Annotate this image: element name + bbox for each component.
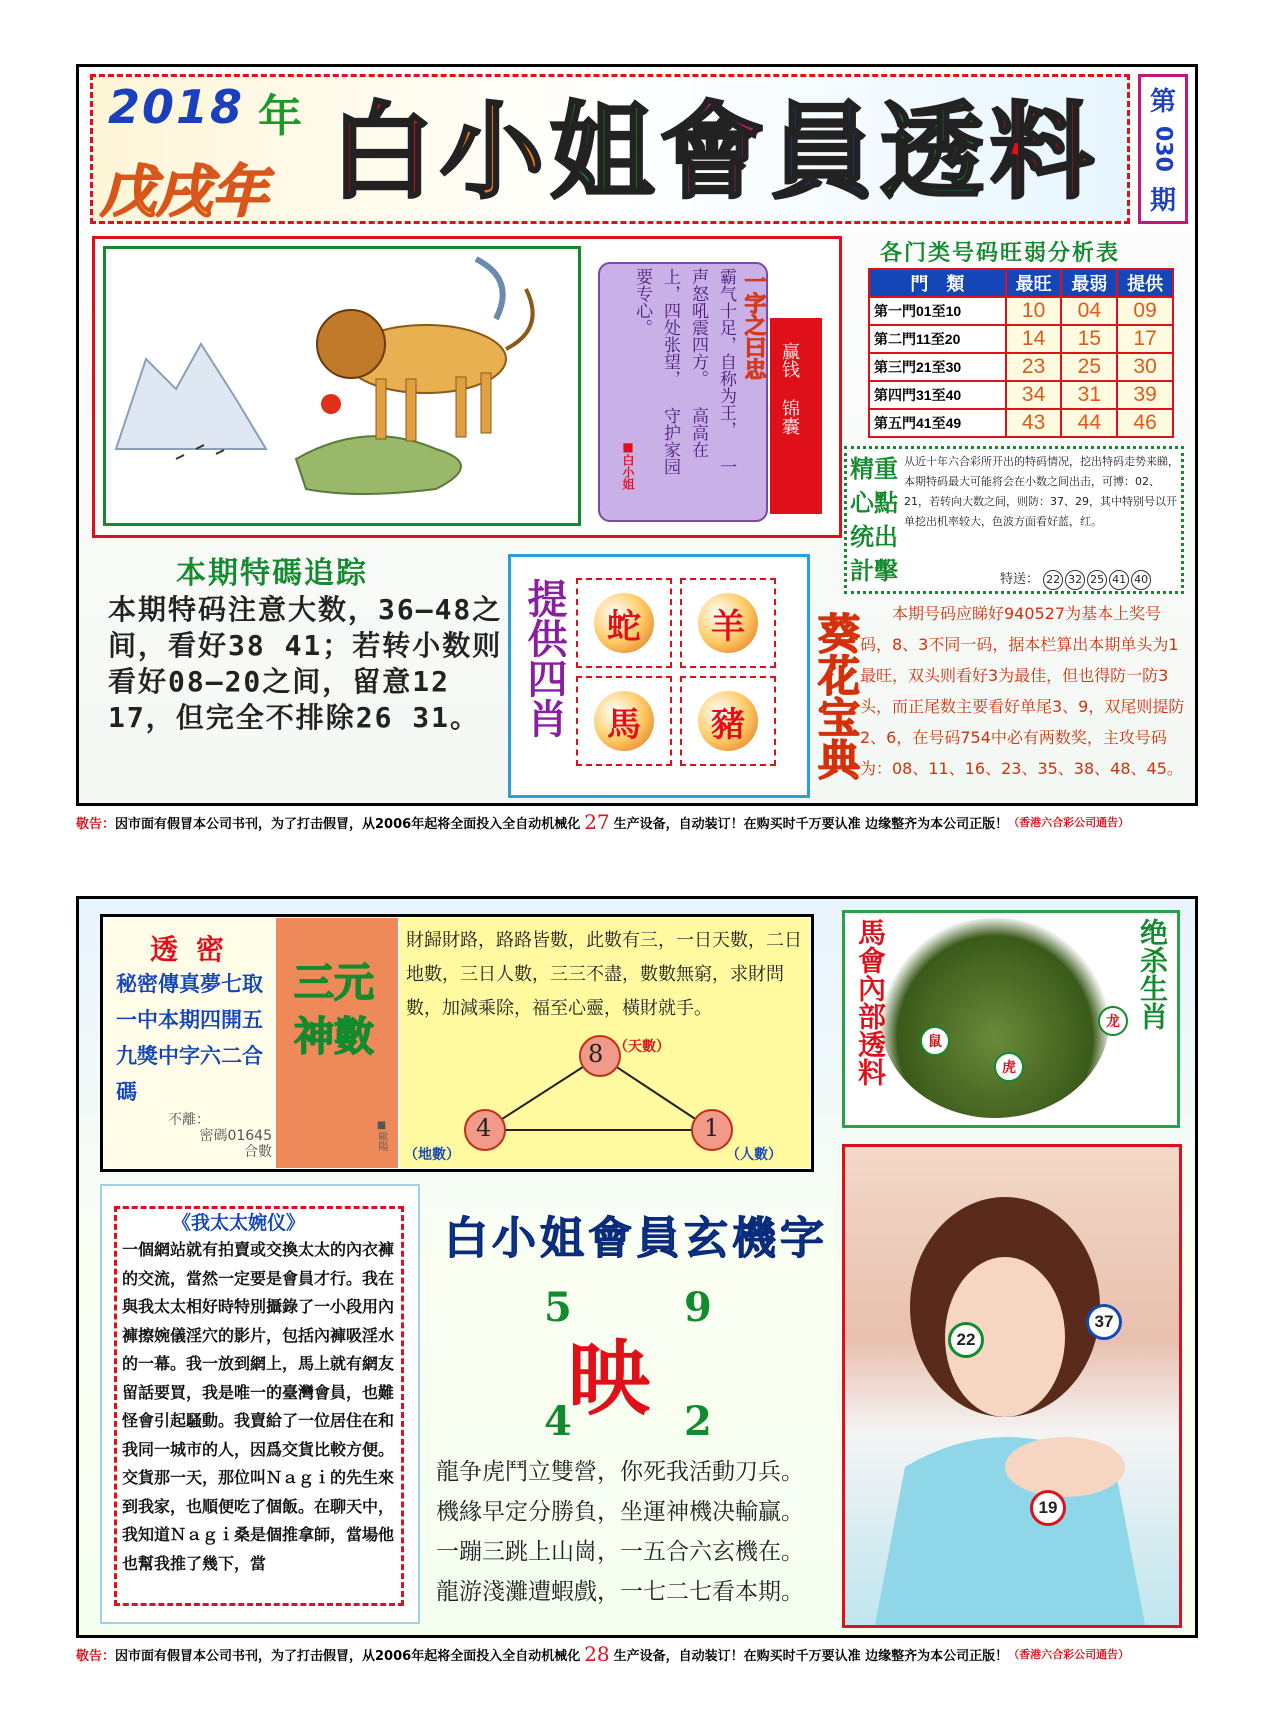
table-row (869, 325, 1173, 353)
odds-header: 最旺 (1006, 269, 1062, 297)
di-number: 4 (476, 1114, 492, 1142)
horse-race-photo (880, 918, 1110, 1118)
zodiac-pig (680, 676, 776, 766)
xuanji-title: 白小姐會員玄機字 (444, 1213, 828, 1264)
special-label: 特送： (1000, 572, 1040, 587)
ren-number: 1 (704, 1114, 720, 1142)
notice-bottom (76, 1642, 1198, 1666)
table-row (869, 297, 1173, 325)
analysis-side-title: 精重 心點 统出 計擊 (850, 455, 898, 585)
tracking-text: 本期特码注意大数，36—48之间，看好38 41；若转小数则看好08—20之间，留意12 17，但完全不排除26 31。 (108, 593, 503, 734)
jinnang-line: 锦囊 (779, 399, 800, 435)
title-char: 料 (990, 91, 1095, 213)
horse-right-title: 绝杀生肖 (1136, 918, 1169, 1030)
xuanji-number: 5 (544, 1284, 572, 1331)
zodiac-grid (576, 578, 776, 766)
scroll-title: 一字之曰忠 (741, 270, 766, 380)
title-char: 會 (660, 91, 765, 213)
baodian-title: 葵花宝典 (812, 612, 861, 780)
poem-line: 一蹦三跳上山崗，一五合六玄機在。 (436, 1539, 804, 1565)
table-row (869, 409, 1173, 437)
zodiac-label: 羊 (698, 593, 758, 653)
odds-cell-door: 第二門11至20 (869, 325, 1006, 353)
issue-value: 030 (1150, 126, 1176, 172)
notice-label: 敬告： (76, 816, 116, 832)
notice-text: 生产设备，自动装订！在购买时千万要认准 边缘整齐为本公司正版！ (613, 1648, 1009, 1664)
xuanji-poem (436, 1452, 836, 1612)
issue-suffix: 期 (1149, 185, 1176, 216)
title-char: 透 (880, 91, 985, 213)
page-number: 27 (584, 810, 610, 834)
ren-label: （人數） (726, 1147, 782, 1163)
odds-cell-best: 14 (1006, 325, 1062, 353)
baodian-text: 本期号码应睇好940527为基本上奖号码，8、3不同一码，据本栏算出本期单头为1最旺，双头则看好3为最佳，但也得防一防3头，而正尾数主要看好单尾3、9，双尾则提防2、6，在号码754中必有两数奖，主攻号码为：08、11、16、23、35、38、48、45。 (860, 604, 1185, 778)
toumi-text: 秘密傳真夢七取一中本期四開五九獎中字六二合碼 (116, 971, 263, 1104)
title-char: 員 (770, 91, 875, 213)
xuanji-number: 4 (544, 1398, 572, 1445)
odds-header: 門 類 (869, 269, 1006, 297)
odds-cell-provide: 17 (1117, 325, 1173, 353)
odds-cell-best: 10 (1006, 297, 1062, 325)
scroll-poem (628, 268, 740, 488)
table-row (869, 353, 1173, 381)
notice-text: 生产设备，自动装订！在购买时千万要认准 边缘整齐为本公司正版！ (613, 816, 1009, 832)
tian-label: （天數） (614, 1039, 670, 1055)
issue-prefix: 第 (1149, 87, 1176, 117)
odds-cell-best: 43 (1006, 409, 1062, 437)
odds-header: 最弱 (1061, 269, 1117, 297)
header-year-char: 年 (258, 91, 302, 142)
notice-source: （香港六合彩公司通告） (1008, 816, 1130, 829)
number-ball: 37 (1086, 1304, 1122, 1340)
odds-cell-worst: 31 (1061, 381, 1117, 409)
odds-cell-worst: 25 (1061, 353, 1117, 381)
poem-line: 龍争虎鬥立雙營，你死我活動刀兵。 (436, 1459, 804, 1485)
zodiac-snake (576, 578, 672, 668)
girl-photo (842, 1144, 1182, 1628)
odds-cell-worst: 15 (1061, 325, 1117, 353)
four-zodiac-title: 提供四肖 (521, 578, 567, 738)
toumi-title: 透密 (150, 933, 243, 966)
di-label: （地數） (404, 1147, 460, 1163)
title-char: 小 (440, 91, 545, 213)
xuanji-number: 9 (684, 1284, 712, 1331)
lion-illustration (103, 246, 581, 526)
special-ball: 40 (1131, 570, 1151, 590)
odds-cell-provide: 30 (1117, 353, 1173, 381)
poem-line: 龍游淺灘遭蝦戲，一七二七看本期。 (436, 1579, 804, 1605)
issue-number (1138, 74, 1188, 224)
special-ball: 41 (1109, 570, 1129, 590)
bulei-line: 合數 (244, 1144, 272, 1160)
odds-table-title: 各门类号码旺弱分析表 (880, 241, 1121, 266)
sanyuan-sign: ■歐陽 (376, 1120, 387, 1151)
girl-illustration (845, 1147, 1179, 1625)
odds-cell-door: 第四門31至40 (869, 381, 1006, 409)
special-ball: 32 (1065, 570, 1085, 590)
title-char: 姐 (550, 91, 655, 213)
zodiac-ball: 虎 (994, 1052, 1024, 1082)
number-ball: 22 (948, 1322, 984, 1358)
odds-cell-door: 第三門21至30 (869, 353, 1006, 381)
lion-icon (106, 249, 578, 523)
story-text: 一個網站就有拍賣或交換太太的內衣褲的交流，當然一定要是會員才行。我在與我太太相好時特別攝錄了一小段用內褲擦婉儀淫穴的影片，包括內褲吸淫水的一幕。我一放到網上，馬上就有網友留話要買，我是唯一的臺灣會員，也難怪會引起騷動。我賣給了一位居住在和我同一城市的人，因爲交貨比較方便。交貨那一天，那位叫Ｎａｇｉ的先生來到我家，也順便吃了個飯。在聊天中，我知道Ｎａｇｉ桑是個推拿師，當場他也幫我推了幾下，當 (122, 1240, 395, 1573)
notice-label: 敬告： (76, 1648, 116, 1664)
tian-number: 8 (588, 1040, 604, 1068)
shenshu-text: 財歸財路，路路皆數，此數有三，一日天數，二日地數，三日人數，三三不盡，數數無窮，求財問數，加減乘除，福至心靈，橫財就手。 (406, 930, 802, 1019)
toumi-bulei (168, 1112, 272, 1160)
zodiac-horse (576, 676, 672, 766)
zodiac-goat (680, 578, 776, 668)
odds-table (868, 268, 1174, 438)
analysis-special (1000, 568, 1153, 590)
header-year: 2018 (108, 80, 245, 134)
notice-source: （香港六合彩公司通告） (1008, 1648, 1130, 1661)
odds-cell-door: 第五門41至49 (869, 409, 1006, 437)
zodiac-label: 馬 (594, 691, 654, 751)
jinnang-line: 赢钱 (779, 342, 800, 378)
analysis-text: 从近十年六合彩所开出的特码情况，挖出特码走势来睇，本期特码最大可能将会在小数之间出击，可博：02、21，若转向大数之间，则防：37、29，其中特别号以开单挖出机率较大，色波方面看好蓝，红。 (904, 455, 1179, 528)
odds-cell-provide: 09 (1117, 297, 1173, 325)
notice-text: 因市面有假冒本公司书刊，为了打击假冒，从2006年起将全面投入全自动机械化 (115, 1648, 581, 1664)
odds-cell-door: 第一門01至10 (869, 297, 1006, 325)
scroll-poem-line: 霸气十足，自称为王， (716, 268, 736, 438)
story-title: 《我太太婉仪》 (172, 1212, 306, 1234)
bulei-line: 密碼01645 (199, 1128, 272, 1144)
odds-cell-provide: 46 (1117, 409, 1173, 437)
odds-cell-provide: 39 (1117, 381, 1173, 409)
odds-cell-best: 23 (1006, 353, 1062, 381)
notice-text: 因市面有假冒本公司书刊，为了打击假冒，从2006年起将全面投入全自动机械化 (115, 816, 581, 832)
scroll-poem-line: 一声怒吼震四方。 (688, 268, 736, 475)
zodiac-label: 豬 (698, 691, 758, 751)
zodiac-ball: 鼠 (920, 1026, 950, 1056)
zodiac-label: 蛇 (594, 593, 654, 653)
poem-line: 機緣早定分勝負，坐運神機决輸贏。 (436, 1499, 804, 1525)
scroll-poem-line: 高高在上，四处张望， (660, 268, 708, 458)
number-ball: 19 (1030, 1490, 1066, 1526)
odds-cell-worst: 44 (1061, 409, 1117, 437)
page-title (330, 92, 1094, 212)
page-number: 28 (584, 1642, 610, 1666)
tracking-title: 本期特碼追踪 (176, 556, 368, 591)
scroll-poem-line: 守护家园要专心。 (632, 268, 680, 475)
horse-left-title: 馬會內部透料 (854, 918, 887, 1086)
odds-header: 提供 (1117, 269, 1173, 297)
special-ball: 25 (1087, 570, 1107, 590)
sanyuan-title: 三元 神數 (294, 960, 374, 1060)
table-row (869, 381, 1173, 409)
xuanji-number: 2 (684, 1398, 712, 1445)
xuanji-char: 映 (568, 1331, 651, 1427)
zodiac-ball: 龙 (1098, 1006, 1128, 1036)
header-ganzhi: 戊戌年 (100, 160, 268, 225)
notice-top (76, 810, 1198, 834)
jinnang-label (775, 342, 803, 435)
bulei-line: 不離： (168, 1112, 210, 1128)
odds-cell-best: 34 (1006, 381, 1062, 409)
special-ball: 22 (1043, 570, 1063, 590)
odds-cell-worst: 04 (1061, 297, 1117, 325)
scroll-signature: ■白小姐 (621, 440, 635, 490)
title-char: 白 (330, 91, 435, 213)
